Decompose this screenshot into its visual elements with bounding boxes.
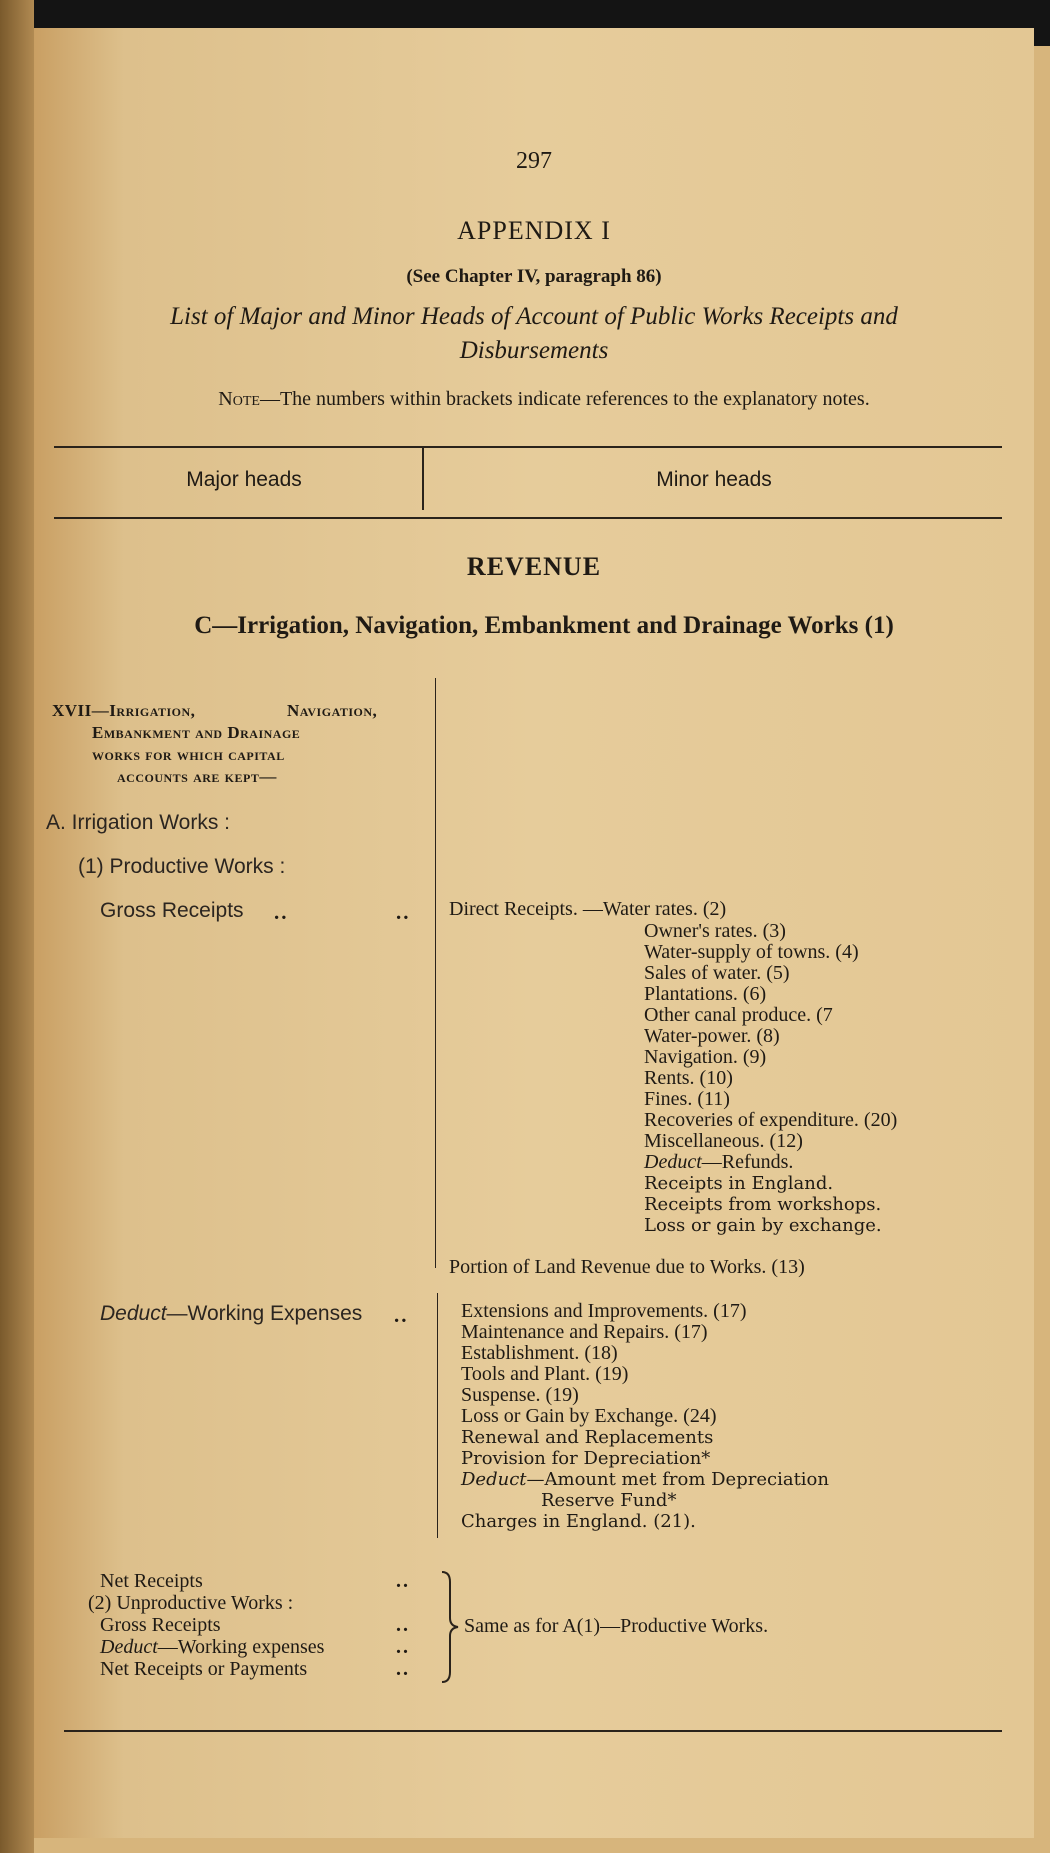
section-heading: C—Irrigation, Navigation, Embankment and Drainage Works (1): [194, 612, 894, 639]
irrigation-works-label: A. Irrigation Works :: [46, 811, 230, 834]
leader-dots: ..: [396, 1614, 410, 1636]
leader-dots: ..: [274, 900, 289, 924]
appendix-title: APPENDIX I: [457, 216, 611, 245]
major-head-line-1: [52, 700, 422, 722]
major-head-line-2: Embankment and Drainage: [92, 723, 301, 742]
major-head-xvii: [52, 700, 422, 788]
right-brace: [438, 1568, 464, 1686]
header-column-divider: [422, 446, 424, 510]
expense-item: Maintenance and Repairs. (17): [461, 1321, 708, 1343]
expense-item: Loss or Gain by Exchange. (24): [461, 1405, 717, 1427]
deduct-label: Deduct: [644, 1151, 702, 1173]
loss-gain-exchange: Loss or gain by exchange.: [644, 1215, 882, 1236]
receipt-item: Water-power. (8): [644, 1025, 780, 1047]
deduct-label: Deduct: [461, 1469, 527, 1490]
receipts-england: Receipts in England.: [644, 1173, 834, 1194]
list-title-line-1: List of Major and Minor Heads of Account of Public Works Receipts and: [170, 303, 898, 330]
expense-item: Extensions and Improvements. (17): [461, 1300, 747, 1322]
leader-dots: ..: [396, 1636, 410, 1658]
leader-dots: ..: [396, 1658, 410, 1680]
working-expenses-2-label: [100, 1636, 324, 1658]
receipt-item: Recoveries of expenditure. (20): [644, 1109, 898, 1131]
table-header-rule: [54, 517, 1002, 519]
expense-item: Tools and Plant. (19): [461, 1363, 629, 1385]
page-number: 297: [516, 148, 552, 174]
column-divider-upper: [435, 678, 436, 1268]
book-spine-edge: [0, 0, 34, 1853]
receipt-item: Fines. (11): [644, 1088, 730, 1110]
net-receipts-payments-label: Net Receipts or Payments: [100, 1658, 308, 1680]
leader-dots: ..: [396, 1570, 410, 1592]
receipt-item: Sales of water. (5): [644, 962, 790, 984]
receipt-item: Other canal produce. (7: [644, 1004, 833, 1026]
gross-receipts-2-label: Gross Receipts: [100, 1614, 221, 1636]
leader-dots: ..: [396, 900, 411, 924]
receipts-list: [644, 921, 897, 1236]
page: [34, 28, 1034, 1838]
major-head-line-4: accounts are kept—: [117, 767, 277, 786]
reserve-fund: Reserve Fund*: [541, 1490, 677, 1511]
note-label: Note: [218, 388, 260, 410]
deduct-label: Deduct: [100, 1302, 167, 1325]
revenue-heading: REVENUE: [466, 552, 602, 581]
major-head-irrigation: XVII—Irrigation,: [52, 701, 196, 720]
major-head-line-3: works for which capital: [92, 745, 285, 764]
unproductive-works-label: (2) Unproductive Works :: [88, 1592, 294, 1614]
receipt-item: Miscellaneous. (12): [644, 1130, 803, 1152]
net-receipts-label: Net Receipts: [100, 1570, 203, 1592]
expense-item: Renewal and Replacements: [461, 1427, 714, 1448]
working-expenses-label: [100, 1302, 362, 1326]
amount-text: —Amount met from Depreciation: [526, 1469, 829, 1490]
unproductive-block: [88, 1570, 325, 1680]
expenses-list: [461, 1301, 829, 1532]
expense-item: Establishment. (18): [461, 1342, 618, 1364]
table-top-rule: [54, 446, 1002, 448]
deduct-label: Deduct: [100, 1636, 158, 1658]
working-expenses-2-text: —Working expenses: [157, 1636, 325, 1658]
leader-dots: ..: [394, 1303, 409, 1327]
note: [94, 388, 994, 411]
receipt-item: Plantations. (6): [644, 983, 767, 1005]
productive-works-label: (1) Productive Works :: [78, 855, 286, 878]
chapter-reference: (See Chapter IV, paragraph 86): [406, 266, 662, 287]
table-bottom-rule: [64, 1730, 1002, 1732]
expense-item: Provision for Depreciation*: [461, 1448, 711, 1469]
gross-receipts-label: Gross Receipts: [100, 899, 244, 922]
major-head-navigation: Navigation,: [287, 701, 378, 720]
direct-receipts: Direct Receipts. —Water rates. (2): [449, 898, 727, 920]
expense-item: Suspense. (19): [461, 1384, 579, 1406]
minor-heads-header: Minor heads: [656, 468, 772, 491]
list-title: [74, 300, 994, 368]
working-expenses-text: —Working Expenses: [166, 1302, 363, 1325]
land-revenue: Portion of Land Revenue due to Works. (13): [449, 1256, 805, 1278]
same-as-productive: Same as for A(1)—Productive Works.: [464, 1615, 769, 1637]
receipt-item: Owner's rates. (3): [644, 920, 786, 942]
receipt-item: Navigation. (9): [644, 1046, 767, 1068]
leader-dots-column: [396, 1570, 410, 1680]
receipt-item: Rents. (10): [644, 1067, 733, 1089]
receipt-item: Water-supply of towns. (4): [644, 941, 859, 963]
note-text: —The numbers within brackets indicate references to the explanatory notes.: [259, 388, 870, 410]
refunds-text: —Refunds.: [701, 1151, 794, 1173]
list-title-line-2: Disbursements: [459, 337, 609, 364]
receipts-workshops: Receipts from workshops.: [644, 1194, 882, 1215]
column-divider-lower: [437, 1293, 438, 1538]
major-heads-header: Major heads: [186, 468, 302, 491]
charges-england: Charges in England. (21).: [461, 1511, 696, 1532]
deduct-amount: [461, 1469, 829, 1490]
deduct-refunds: [644, 1152, 897, 1173]
